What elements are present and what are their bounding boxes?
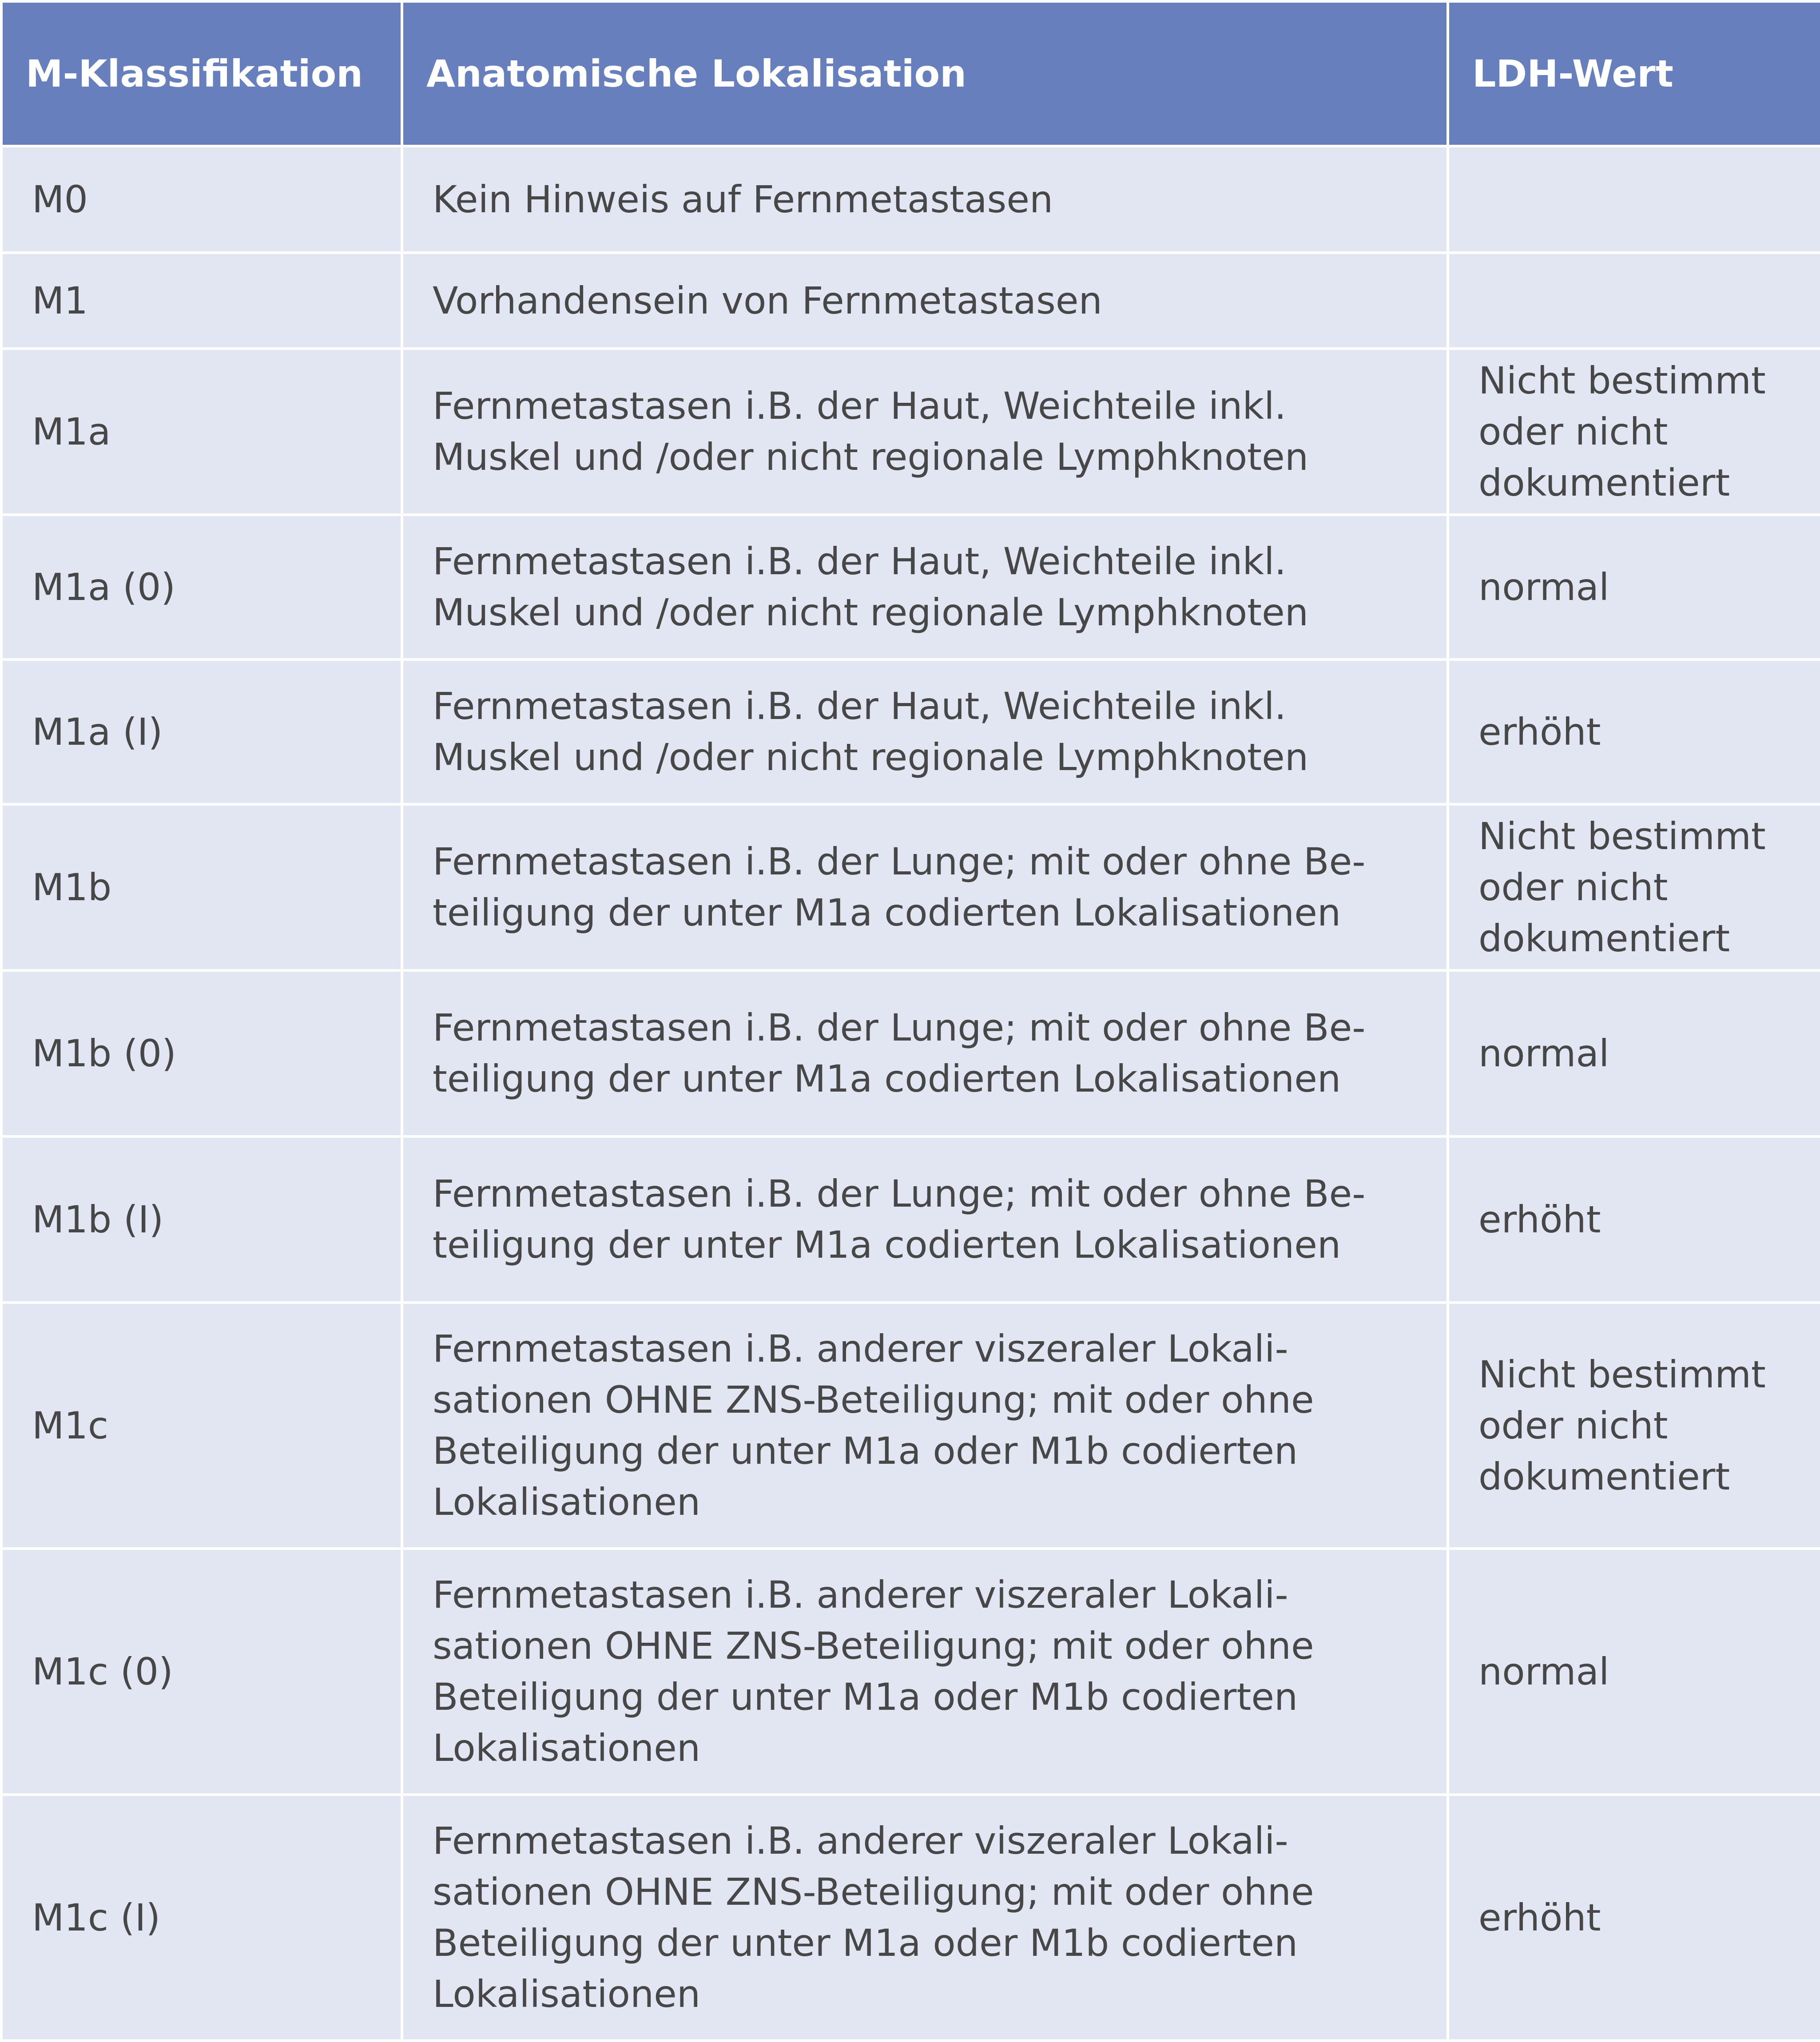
cell-code: M1a xyxy=(1,349,402,515)
cell-location: Fernmetastasen i.B. der Haut, Weichteile inkl. Muskel und /oder nicht regionale Lymphknoten xyxy=(402,349,1448,515)
cell-ldh: erhöht xyxy=(1448,1136,1820,1303)
cell-code: M1a (0) xyxy=(1,515,402,659)
table-row xyxy=(1,253,1820,349)
header-m-klassifikation: M-Klassifikation xyxy=(1,1,402,146)
cell-ldh xyxy=(1448,146,1820,253)
cell-location: Fernmetastasen i.B. anderer viszeraler Lokalisationen OHNE ZNS-Beteiligung; mit oder ohne Beteiligung der unter M1a oder M1b codierten Lokalisationen xyxy=(402,1549,1448,1795)
table-row xyxy=(1,1136,1820,1303)
cell-location: Fernmetastasen i.B. anderer viszeraler Lokalisationen OHNE ZNS-Beteiligung; mit oder ohne Beteiligung der unter M1a oder M1b codierten Lokalisationen xyxy=(402,1795,1448,2041)
cell-location: Fernmetastasen i.B. der Haut, Weichteile inkl. Muskel und /oder nicht regionale Lymphknoten xyxy=(402,515,1448,659)
cell-code: M1c (0) xyxy=(1,1549,402,1795)
table-row xyxy=(1,970,1820,1136)
cell-location: Fernmetastasen i.B. der Lunge; mit oder ohne Beteiligung der unter M1a codierten Lokalisationen xyxy=(402,1136,1448,1303)
cell-ldh: normal xyxy=(1448,1549,1820,1795)
table-row xyxy=(1,1795,1820,2041)
cell-code: M1 xyxy=(1,253,402,349)
cell-ldh: erhöht xyxy=(1448,659,1820,804)
table-row xyxy=(1,659,1820,804)
cell-code: M1c xyxy=(1,1303,402,1549)
table-header xyxy=(1,1,1820,146)
cell-ldh xyxy=(1448,253,1820,349)
cell-ldh: Nicht bestimmt oder nicht dokumentiert xyxy=(1448,1303,1820,1549)
cell-location: Fernmetastasen i.B. der Haut, Weichteile inkl. Muskel und /oder nicht regionale Lymphknoten xyxy=(402,659,1448,804)
cell-location: Fernmetastasen i.B. anderer viszeraler Lokalisationen OHNE ZNS-Beteiligung; mit oder ohne Beteiligung der unter M1a oder M1b codierten Lokalisationen xyxy=(402,1303,1448,1549)
cell-location: Kein Hinweis auf Fernmetastasen xyxy=(402,146,1448,253)
cell-code: M0 xyxy=(1,146,402,253)
header-row xyxy=(1,1,1820,146)
cell-code: M1a (I) xyxy=(1,659,402,804)
cell-ldh: erhöht xyxy=(1448,1795,1820,2041)
cell-code: M1b (0) xyxy=(1,970,402,1136)
table-row xyxy=(1,146,1820,253)
table-row xyxy=(1,349,1820,515)
cell-ldh: normal xyxy=(1448,515,1820,659)
cell-code: M1b xyxy=(1,804,402,970)
cell-code: M1b (I) xyxy=(1,1136,402,1303)
table-row xyxy=(1,1549,1820,1795)
cell-code: M1c (I) xyxy=(1,1795,402,2041)
cell-ldh: normal xyxy=(1448,970,1820,1136)
table-row xyxy=(1,804,1820,970)
cell-location: Fernmetastasen i.B. der Lunge; mit oder ohne Beteiligung der unter M1a codierten Lokalisationen xyxy=(402,804,1448,970)
table-body xyxy=(1,146,1820,2041)
cell-ldh: Nicht bestimmt oder nicht dokumentiert xyxy=(1448,804,1820,970)
header-ldh-wert: LDH-Wert xyxy=(1448,1,1820,146)
cell-location: Fernmetastasen i.B. der Lunge; mit oder ohne Beteiligung der unter M1a codierten Lokalisationen xyxy=(402,970,1448,1136)
table-row xyxy=(1,1303,1820,1549)
header-anatomische-lokalisation: Anatomische Lokalisation xyxy=(402,1,1448,146)
cell-location: Vorhandensein von Fernmetastasen xyxy=(402,253,1448,349)
table-row xyxy=(1,515,1820,659)
cell-ldh: Nicht bestimmt oder nicht dokumentiert xyxy=(1448,349,1820,515)
